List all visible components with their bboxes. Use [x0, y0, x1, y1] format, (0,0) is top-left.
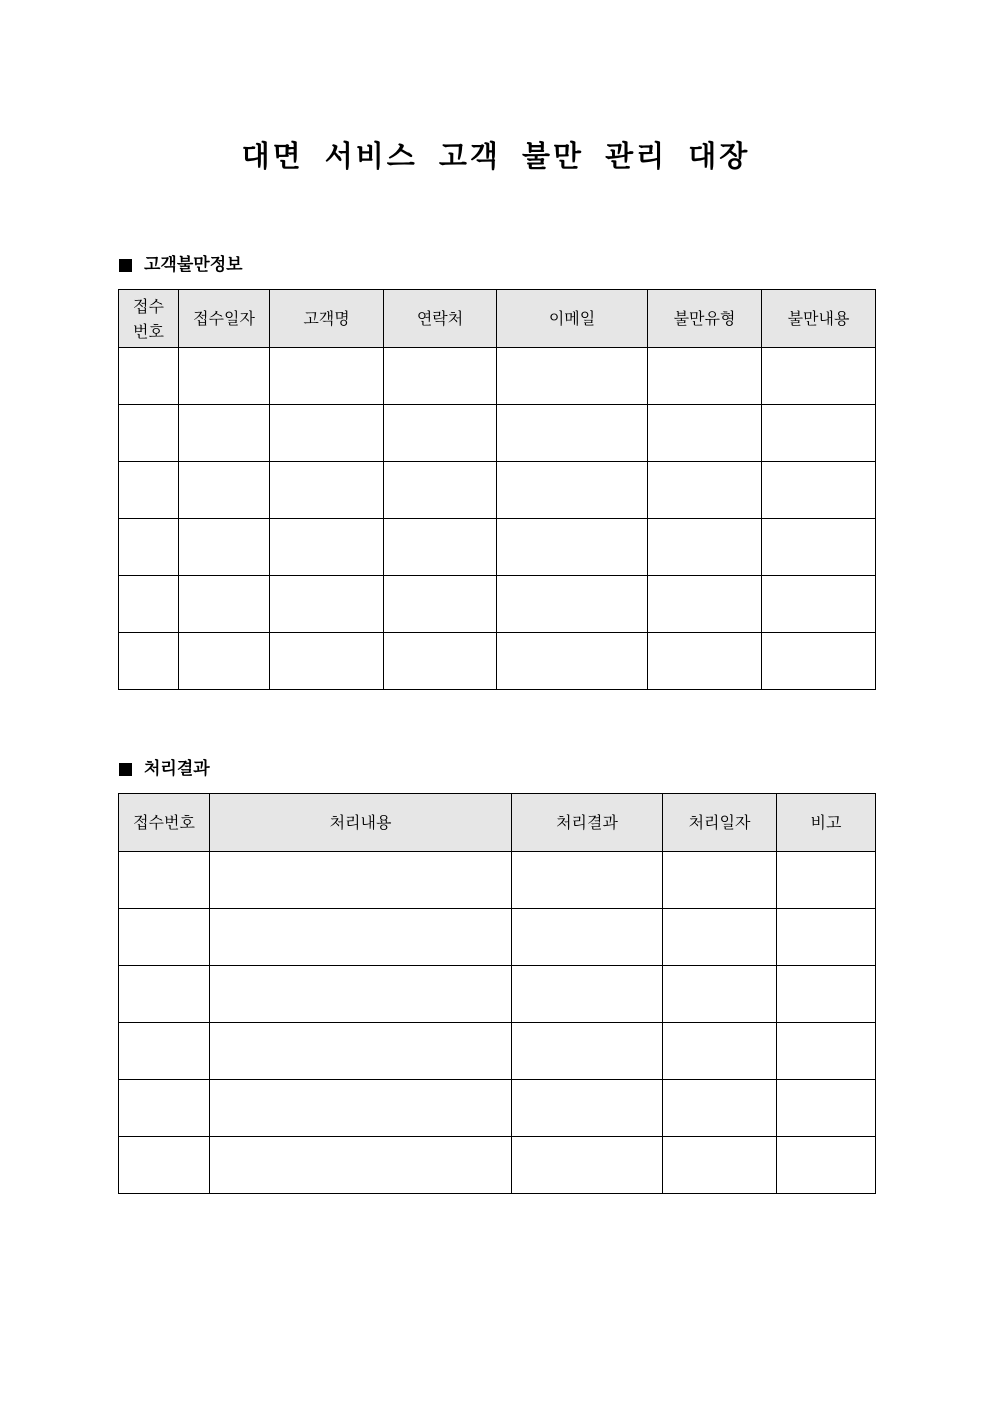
table-cell[interactable] [384, 348, 497, 405]
black-square-icon [119, 259, 132, 272]
table-row [119, 909, 876, 966]
table-cell[interactable] [777, 1080, 876, 1137]
page-title: 대면 서비스 고객 불만 관리 대장 [241, 139, 751, 173]
table-cell[interactable] [663, 966, 777, 1023]
table-cell[interactable] [384, 633, 497, 690]
table-cell[interactable] [119, 405, 179, 462]
section-heading-label: 고객불만정보 [144, 255, 243, 275]
table-cell[interactable] [119, 1137, 210, 1194]
table-cell[interactable] [762, 576, 876, 633]
table-row [119, 519, 876, 576]
table-cell[interactable] [663, 852, 777, 909]
table-cell[interactable] [270, 576, 384, 633]
table-cell[interactable] [648, 576, 762, 633]
table-cell[interactable] [512, 852, 663, 909]
table-cell[interactable] [497, 519, 648, 576]
column-header-contact: 연락처 [384, 290, 497, 348]
table-cell[interactable] [648, 519, 762, 576]
table-cell[interactable] [179, 633, 270, 690]
table-cell[interactable] [497, 633, 648, 690]
table-cell[interactable] [663, 1023, 777, 1080]
table-row [119, 1137, 876, 1194]
section-heading-processing-result [119, 758, 210, 780]
table-cell[interactable] [762, 519, 876, 576]
table-cell[interactable] [119, 1023, 210, 1080]
table-cell[interactable] [270, 462, 384, 519]
table-cell[interactable] [663, 909, 777, 966]
table-row [119, 462, 876, 519]
table-cell[interactable] [210, 1023, 512, 1080]
table-row [119, 1023, 876, 1080]
complaint-info-table [118, 289, 876, 690]
table-cell[interactable] [119, 348, 179, 405]
table-cell[interactable] [179, 576, 270, 633]
column-header-processing-date: 처리일자 [663, 794, 777, 852]
table-header-row [119, 290, 876, 348]
table-row [119, 348, 876, 405]
table-cell[interactable] [384, 405, 497, 462]
column-header-email: 이메일 [497, 290, 648, 348]
table-cell[interactable] [512, 1023, 663, 1080]
table-cell[interactable] [119, 576, 179, 633]
column-header-customer-name: 고객명 [270, 290, 384, 348]
table-cell[interactable] [648, 348, 762, 405]
table-cell[interactable] [270, 519, 384, 576]
table-cell[interactable] [210, 909, 512, 966]
table-cell[interactable] [210, 966, 512, 1023]
table-row [119, 852, 876, 909]
table-row [119, 1080, 876, 1137]
table-cell[interactable] [497, 576, 648, 633]
table-cell[interactable] [497, 405, 648, 462]
table-cell[interactable] [512, 1137, 663, 1194]
table-cell[interactable] [270, 633, 384, 690]
table-cell[interactable] [648, 462, 762, 519]
table-cell[interactable] [777, 966, 876, 1023]
table-cell[interactable] [179, 348, 270, 405]
table-cell[interactable] [777, 909, 876, 966]
column-header-complaint-type: 불만유형 [648, 290, 762, 348]
section-heading-label: 처리결과 [144, 759, 210, 779]
column-header-receipt-no: 접수 번호 [119, 290, 179, 348]
table-cell[interactable] [270, 348, 384, 405]
table-row [119, 576, 876, 633]
table-cell[interactable] [119, 1080, 210, 1137]
table-cell[interactable] [119, 462, 179, 519]
table-cell[interactable] [119, 519, 179, 576]
table-cell[interactable] [777, 852, 876, 909]
processing-result-table [118, 793, 876, 1194]
table-cell[interactable] [497, 348, 648, 405]
table-row [119, 633, 876, 690]
table-cell[interactable] [512, 909, 663, 966]
table-cell[interactable] [179, 405, 270, 462]
table-row [119, 966, 876, 1023]
table-cell[interactable] [384, 462, 497, 519]
table-cell[interactable] [762, 348, 876, 405]
table-cell[interactable] [119, 633, 179, 690]
table-cell[interactable] [210, 1137, 512, 1194]
table-cell[interactable] [497, 462, 648, 519]
table-cell[interactable] [762, 633, 876, 690]
column-header-processing-result: 처리결과 [512, 794, 663, 852]
table-cell[interactable] [762, 462, 876, 519]
table-cell[interactable] [119, 966, 210, 1023]
table-cell[interactable] [210, 1080, 512, 1137]
table-cell[interactable] [119, 909, 210, 966]
table-cell[interactable] [512, 1080, 663, 1137]
table-cell[interactable] [119, 852, 210, 909]
table-cell[interactable] [210, 852, 512, 909]
table-cell[interactable] [777, 1023, 876, 1080]
table-cell[interactable] [512, 966, 663, 1023]
table-row [119, 405, 876, 462]
section-heading-complaint-info [119, 254, 243, 276]
column-header-processing-content: 처리내용 [210, 794, 512, 852]
table-cell[interactable] [663, 1137, 777, 1194]
column-header-receipt-no: 접수번호 [119, 794, 210, 852]
table-cell[interactable] [648, 633, 762, 690]
table-cell[interactable] [384, 519, 497, 576]
table-cell[interactable] [179, 462, 270, 519]
table-cell[interactable] [648, 405, 762, 462]
table-cell[interactable] [384, 576, 497, 633]
table-cell[interactable] [270, 405, 384, 462]
table-cell[interactable] [777, 1137, 876, 1194]
table-cell[interactable] [663, 1080, 777, 1137]
table-cell[interactable] [179, 519, 270, 576]
table-cell[interactable] [762, 405, 876, 462]
column-header-complaint-content: 불만내용 [762, 290, 876, 348]
black-square-icon [119, 763, 132, 776]
column-header-remarks: 비고 [777, 794, 876, 852]
column-header-receipt-date: 접수일자 [179, 290, 270, 348]
table-header-row [119, 794, 876, 852]
